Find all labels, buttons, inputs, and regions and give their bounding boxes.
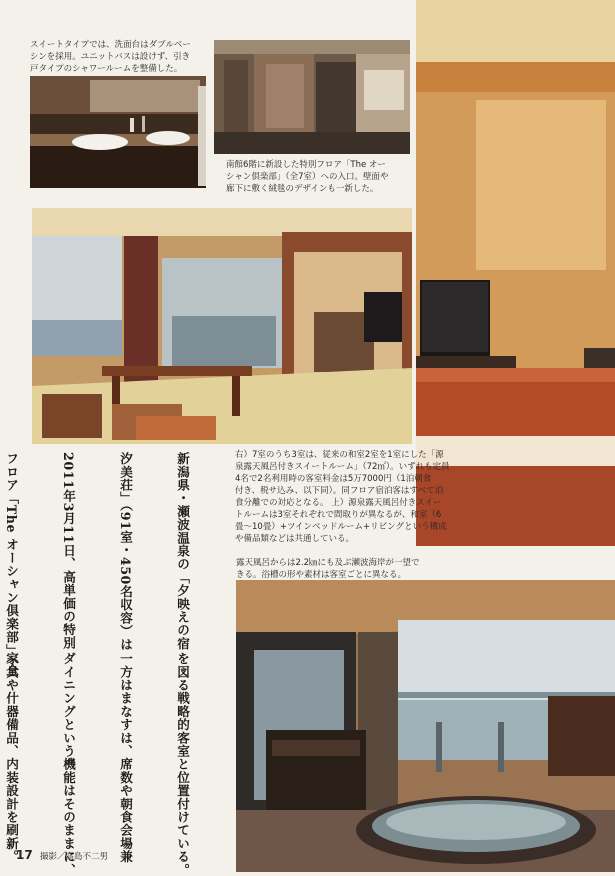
article-lower-col-1: を図る戦略的客室と位置付けている。 [175,652,190,876]
article-upper-col-3: 2011年3月11日、高単価の特別 [61,452,76,650]
article-upper [4,452,230,678]
article-lower-col-2: 一方はまなすは、席数や朝食会場兼 [118,652,133,864]
caption-bath: 露天風呂からは2.2㎞にも及ぶ瀬波海岸が一望で きる。浴槽の形や素材は客室ごとに異なる。 [236,558,420,580]
photo-floor-entrance [214,40,410,154]
caption-rooms: 右）7室のうち3室は、従来の和室2室を1室にした「源 泉露天風呂付きスイートルーム」（72㎡）。いずれも定員 4名で2名利用時の客室料金は5万7000円（1泊朝食 付き、税サ込み、以下同）。同フロア宿泊客はすべて泊 食分離での対応となる。 上）源泉露天風呂付きスイー トルームは3室それぞれで間取りが異なるが、和室（6 畳〜10畳）+ツインベッドルーム+リビングという構成 や備品類などは共通している。 [235,450,450,544]
caption-vanity: スイートタイプでは、洗面台はダブルベー シンを採用。ユニットバスは設けず、引き 戸タイプのシャワールームを整備した。 [30,40,191,74]
article-upper-col-4: フロア「The オーシャン倶楽部」（全 [4,452,19,678]
article-lower-col-3: ダイニングという機能はそのままに、 [61,652,76,876]
page-number: 17 [16,848,33,862]
photo-vanity [30,76,206,188]
article-lower-col-4: 家具や什器備品、内装設計を刷新。 [4,652,19,864]
photo-tatami-room [32,208,412,444]
article-upper-col-1: 新潟県・瀬波温泉の「夕映えの宿 [175,452,190,650]
photo-open-air-bath [236,580,615,872]
photo-credit: 撮影／高島不二男 [40,852,109,862]
article-upper-col-2: 汐美荘」（91室・450名収容）は [118,452,133,651]
caption-floor-entrance: 南館6階に新設した特別フロア「The オー シャン倶楽部」（全7室）への入口。壁面や 廊下に敷く絨毯のデザインも一新した。 [226,160,389,194]
